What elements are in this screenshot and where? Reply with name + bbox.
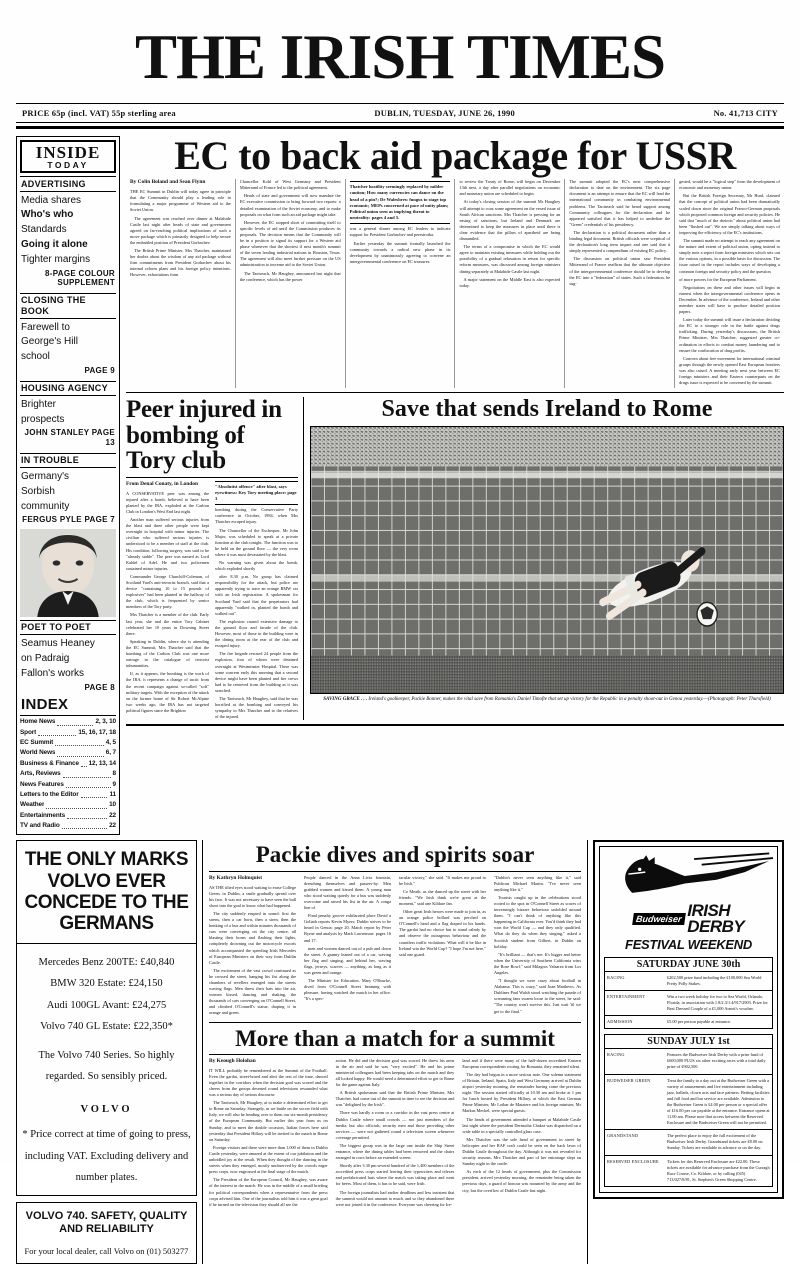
volvo-dealer-line: For your local dealer, call Volvo on (01) 503277 — [24, 1246, 189, 1257]
derby-title-line1: IRISH — [687, 901, 731, 921]
index-row-name: Home News — [20, 718, 56, 726]
index-row-pages: 6, 7 — [105, 749, 116, 757]
volvo-price-row: Audi 100GL Avant: £24,275 — [46, 999, 167, 1011]
volvo-price-row: BMW 320 Estate: £24,150 — [50, 978, 163, 990]
sidebar-item-2[interactable]: prospects — [21, 413, 65, 425]
lead-paragraph: Heads of state and government will now mandate the EC executive commission to bring forward two reports: a detailed examination of the Soviet economy, and to make proposals on what form such an aid package might take. — [239, 193, 341, 217]
volvo-price-list — [16, 944, 197, 1196]
index-row-pages: 12, 13, 14 — [88, 759, 116, 767]
volvo-price-row: Volvo 740 GL Estate: £22,350* — [40, 1021, 173, 1033]
sidebar-item-3[interactable]: Germany's — [21, 471, 70, 482]
derby-ad-inner — [599, 846, 778, 1193]
sidebar-item-2[interactable]: Brighter — [21, 398, 57, 410]
index-row-name: EC Summit — [20, 739, 54, 747]
inside-label: INSIDE — [35, 143, 101, 162]
sidebar-item-1[interactable]: Farewell to — [21, 321, 70, 333]
derby-detail-text: Features the Budweiser Irish Derby with a prize fund of £600,000 PLUS six other exciting races with a total daily prize of £902,500. — [667, 1052, 766, 1070]
index-row-dots — [57, 717, 93, 725]
volvo-logo: VOLVO — [80, 1103, 133, 1115]
index-row-pages: 8 — [112, 770, 116, 778]
sidebar-section-credit: PAGE 8 — [84, 682, 115, 692]
index-row-name: World News — [20, 749, 56, 757]
derby-detail-label: ADMISSION — [607, 1019, 633, 1025]
derby-festival-label: FESTIVAL WEEKEND — [625, 936, 752, 952]
sidebar-item-3[interactable]: community — [21, 500, 70, 512]
index-row-pages: 2, 3, 10 — [95, 718, 116, 726]
budweiser-brand: Budweiser — [632, 913, 685, 925]
summit-paragraph: IT WILL probably be remembered as the Summit of the Football. Even the gardai, street-bored and alert the rest of the time, danced together in the corridors when the decision goal was scored and the cheers from the groups deserted round televisions resounded what was a serious day of serious discourse. — [209, 1067, 328, 1098]
index-title: INDEX — [21, 696, 69, 714]
summit-paragraph: There was hardly a room or a corridor in the vast press centre at Dublin Castle where small crowds — not just members of the media, but also officials, security men and those providing other services — were not gathered round a television screen whenever coverage permitted. — [335, 1110, 455, 1140]
masthead — [0, 0, 800, 92]
tory-paragraph: Commander George Churchill-Coleman, of Scotland Yard's anti-terrorist branch, said that a device "containing 10 to 15 pounds of explosives" had been planted in the hallway of the club, which is frequented by senior members of the Tory party. — [126, 573, 209, 610]
index-row-dots — [66, 780, 111, 788]
packie-paragraph: AS THE tilted eyes stood waiting to erase College Green, in Dublin, a smile gradually spread over his face. It was not necessary to have seen the ball shoot into the goal to know what had happened. — [209, 884, 296, 908]
sidebar-section-credit: FERGUS PYLE PAGE 7 — [22, 515, 115, 525]
derby-day-block — [604, 957, 773, 1030]
volvo-headline: THE ONLY MARKS VOLVO EVER CONCEDE TO THE GERMANS — [24, 849, 189, 935]
summit-paragraph: The day had begun in a more serious note. One solemn statement of Britain, Ireland, Spain, Italy and West Germany arrived at Dublin airport yesterday morning, the remainder having come the previous night. The session started officially at 10.30 am and broke at 1 pm for lunch hosted by President Hillary, at which the East German Prime Minister, Mr Lothar de Maiziere and his foreign minister, Mr Markus Meckel, were special guests. — [462, 1071, 582, 1114]
index-row-pages: 22 — [109, 811, 116, 819]
sidebar-item-4[interactable]: Seamus Heaney — [21, 638, 95, 650]
derby-ad-frame — [593, 840, 784, 1199]
index-row-dots — [63, 769, 111, 777]
summit-paragraph: The heads of government attended a banquet at Malahide Castle last night where the president Dermotha Chakra was dispatched on a wide table in a specially controlled glass case. — [462, 1116, 582, 1134]
lead-col-3 — [346, 179, 456, 388]
sidebar-section-heading: IN TROUBLE — [20, 453, 116, 468]
index-row-name: Business & Finance — [20, 759, 79, 767]
lead-paragraph: But the British Foreign Secretary, Mr Hurd, claimed that the concept of political union had been dramatically scaled down since the original Franco-German proposals which proposed common foreign and security policies. He said that "much of the rhetoric" about political union had been "flushed out". We are simply talking about ways of improving the efficiency of the EC's institutions. — [679, 193, 780, 235]
lead-paragraph: Concern about free movement for international criminal groups through the newly opened East European frontiers was also raised. A meeting early next year between EC foreign ministers and their Eastern counterparts on the drugs issue is expected to be convened by the summit. — [679, 355, 780, 386]
today-label: TODAY — [47, 160, 89, 170]
sidebar-item-4[interactable]: Fallon's works — [21, 667, 85, 679]
tory-paragraph: No warning was given about the bomb, which exploded shortly — [215, 560, 298, 572]
inside-today-sidebar — [16, 136, 120, 835]
index-row[interactable] — [20, 811, 116, 821]
derby-detail-text: The perfect place to enjoy the full excitement of the Budweiser Irish Derby. Grandstand tickets are £8.00 on Sunday. Tickets are available in advance or on the day. — [667, 1133, 763, 1151]
index-row[interactable] — [20, 790, 116, 800]
index-row-pages: 10 — [109, 801, 116, 809]
tory-paragraph: after 8.30 p.m. No group has claimed responsibility for the attack, but police are apparently trying to trace an orange BMW car with an Irish registration. A spokesman for Scotland Yard said that the perpetrators had apparently "walked in, planted the bomb and walked out". — [215, 574, 298, 616]
derby-detail-row — [605, 991, 772, 1016]
derby-detail-row — [605, 1075, 772, 1131]
index-row-pages: 9 — [112, 780, 116, 788]
summit-paragraph: Shortly after 3.30 pm several hundred of the 1,400 members of the accredited press corps started leaving their typewriters and telexes and prefabricated huts where the match was taking place and went for beers. Most of them, it has to be said, were Irish. — [335, 1163, 455, 1187]
packie-paragraph: The excitement of the vast crowd continued as he crossed the street, banging his fist along the chambers of revellers emerged onto the streets waving flags. Men threw their hats into the air, women kissed, dancing and shaking, the thousands of cars converging on O'Connell Street, and climbed O'Connell's statue, draping it in orange and green. — [209, 967, 296, 1016]
index-row[interactable] — [20, 717, 116, 727]
volvo-price-row: Mercedes Benz 200TE: £40,840 — [38, 956, 175, 968]
index-row-name: Arts, Reviews — [20, 770, 61, 778]
derby-detail-label: BUDWEISER GREEN — [607, 1077, 651, 1083]
index-row[interactable] — [20, 748, 116, 758]
lead-col-2 — [236, 179, 346, 388]
index-row-name: News Features — [20, 780, 64, 788]
inside-today-logo — [20, 140, 116, 173]
packie-paragraph: "I thought we were crazy about football in Alabama. This is crazy," said Joan Matthews. As Dubliner Paul Walsh stood watching the parade of screaming fans swarm loose to the street, he said: "The country won't survive this. Just wait 'til we get to the final." — [494, 978, 581, 1014]
index-row-pages: 11 — [109, 790, 116, 798]
lead-paragraph: The discussion on political union saw President Mitterrand of France reaffirm that the ultimate objective of the intergovernmental conference should be to develop the EC into a "federation" of states. Such a federation, he sug- — [569, 256, 671, 286]
lead-box-quote: Thatcher hostility seemingly replaced by milder caution; How many currencies can dance on the head of a pin?; De Walesbrew fungus to stage top economic; MEPs concerned at pace of unity plans; Political union seen as implying threat to neutrality: pages 4 and 5. — [350, 181, 451, 224]
summit-paragraph: The biggest group was in the large one inside the Ship Street entrance, where the dining tables had been removed and the chairs arranged in rows before an extended screen. — [335, 1142, 455, 1161]
summit-paragraph: As each of the 12 heads of government, plus the Commission president, arrived yesterday morning, the remainder being taken the previous days, a guard of honour was mounted by the army and the city, but the overflow of Dublin Castle last night. — [462, 1169, 582, 1193]
main-content — [120, 133, 784, 835]
tory-box-quote: "Absolutist offence" after blast, says eyewitness: Key Tory meeting place: page 3 — [215, 481, 298, 506]
sidebar-item-0[interactable]: Tighter margins — [21, 253, 91, 265]
derby-logo — [604, 901, 773, 937]
volvo-safety-title: VOLVO 740. SAFETY, QUALITY AND RELIABILITY — [25, 1209, 188, 1236]
index-list — [20, 715, 116, 831]
summit-paragraph: The Taoiseach, Mr Haughey, at to make a determined effort to get to Rome on Saturday. Strangely, as we battle on the soccer field with Italy, we will also be heading over to them our six-month presidency of the European Community. But earlier this year from us on Sunday, and to meet the double occasion, Italian forces here said yesterday that President Hillary will be invited to the match in Rome on Saturday. — [209, 1100, 328, 1142]
caption-body: Ireland's goalkeeper, Packie Bonner, makes the vital save from Romania's Daniel Timofte that set up victory for the Republic in a penalty shoot-out in Genoa yesterday.—(Photograph: Peter Thursfield) — [367, 697, 771, 703]
packie-byline: By Kathryn Holmquist — [209, 874, 263, 881]
tory-paragraph: Mrs Thatcher is a member of the club. Early last year, she and the entire Tory Cabinet celebrated her 10 years in Downing Street there. — [126, 612, 209, 636]
summit-paragraph: The President of the European Council, Mr Haughey, was aware of the interest in the match. He was in the middle of a small briefing for political correspondents when a representative from the press corps advised him. One of the journalists told him it was a great goal if he turned on the television they should all see the — [209, 1177, 328, 1207]
index-row-dots — [38, 728, 76, 736]
dateline: DUBLIN, TUESDAY, JUNE 26, 1990 — [374, 108, 515, 118]
derby-detail-text: Tickets for this Reserved Enclosure are £22.00. These tickets are available for advance purchase from the Curragh Race Course, Co. Kildare, or by calling (045) 713/027/8/81, St. Stephen's Green Shopping Centre. — [667, 1158, 770, 1182]
sidebar-item-0[interactable]: Standards — [21, 224, 67, 236]
photo-story — [304, 397, 784, 720]
index-row-name: TV and Radio — [20, 822, 60, 830]
tory-paragraph: If, as it appears, the bombing is the work of the IRA, it represents a change of tactic from the recent campaign against so-called "soft" military targets. With the exception of the attack on the former home of Sir Robert McAlpine two weeks ago, the IRA has not targeted political figures since the Brighton — [126, 671, 209, 713]
sidebar-item-1[interactable]: school — [21, 351, 50, 363]
derby-detail-row — [605, 1049, 772, 1074]
packie-paragraph: Other great Irish heroes were made to join in, as an orange police bollard was perched on O'Connell's head and a flag draped in his hands. The gardai had no choice but to stand calmly by and observe the outrageous behaviour and the countless traffic violations. What will it be like in Ireland win the World Cup? "I hope I'm not here," said one guard. — [399, 909, 486, 957]
index-row[interactable] — [20, 800, 116, 810]
index-row-pages: 4, 5 — [105, 739, 116, 747]
sidebar-item-3[interactable]: Sorbish — [21, 485, 55, 497]
index-row[interactable] — [20, 728, 116, 738]
derby-detail-text: £5.00 per person payable at entrance. — [667, 1019, 732, 1025]
summit-paragraph: Mrs Thatcher was the sole head of government in street by helicopter and her RAF craft could be seen on the back lawn of Dublin Castle throughout the day. Although it was not revealed for security reasons, Mrs Thatcher and part of her entourage slept on Sunday night in the castle. — [462, 1136, 582, 1167]
price-label: PRICE 65p (incl. VAT) 55p sterling area — [22, 108, 176, 118]
lead-paragraph: Later today the summit will issue a declaration dividing the EC to a stronger role in the battle against drugs trafficking. During yesterday's discussions, the British Prime Minister, Mrs Thatcher, suggested greater co-ordination in efforts to combat money laundering and to ensure the confiscation of drug profits. — [679, 317, 780, 353]
lead-paragraph: Negotiations on these and other issues will begin in earnest when the intergovernmental conference opens in December. In advance of the conference, Ireland and other member states will have to produce detailed position papers. — [679, 284, 780, 315]
index-row-pages: 15, 16, 17, 18 — [78, 728, 116, 736]
bottom-stories — [202, 840, 588, 1264]
lead-paragraph: The agreement was reached over dinner at Malahide Castle last night after heads of state and government agreed on far-reaching political implications of such a move package which is primarily designed to help secure the embattled position of President Gorbachev. — [130, 215, 231, 245]
derby-detail-text: Win a two week holiday for two to Sea World, Orlando, Florida, in association with 1.8/2.3/1.4/917/2903. Prize for Best Dressed Couple of a £1,000 Arnott's voucher. — [667, 993, 768, 1012]
packie-paragraph: "It's brilliant — that's me. It's bigger and better when the University of Southern California wins the Rose Bowl," said Milagros Valsarea from Los Angeles. — [494, 951, 581, 975]
derby-title — [687, 901, 745, 937]
derby-day-heading: SATURDAY JUNE 30th — [605, 958, 772, 972]
issue-number: No. 41,713 CITY — [713, 108, 778, 118]
packie-paragraph: The Minister for Education, Mary O'Rourke, dived from O'Connell Street beaming with pleasure, having watched the match in her office. "It's a spec- — [304, 978, 391, 1002]
derby-detail-row — [605, 1156, 772, 1186]
derby-day-block — [604, 1034, 773, 1187]
sidebar-section-heading: CLOSING THE BOOK — [20, 293, 116, 319]
tory-story — [126, 397, 304, 720]
horse-head-icon — [604, 852, 773, 898]
sidebar-item-0[interactable]: Media shares — [21, 194, 82, 206]
index-row[interactable] — [20, 759, 116, 769]
derby-advertisement[interactable] — [588, 840, 784, 1264]
mid-row — [126, 397, 784, 726]
tory-paragraph: Speaking in Dublin, where she is attending the EC Summit, Mrs Thatcher said that the bombing of the Carlton Club was one more outrage in the catalogue of terrorist inhumanities. — [126, 638, 209, 669]
sidebar-section-heading: POET TO POET — [20, 620, 116, 635]
lead-paragraph: to review the Treaty of Rome, will begin on December 13th next, a day after parallel negotiations on economic and monetary union are scheduled to begin. — [459, 179, 561, 197]
lead-story — [126, 179, 784, 393]
lead-paragraph: Chancellor Kohl of West Germany and President Mitterrand of France led to the political agreement. — [239, 179, 341, 191]
lead-paragraph: The Taoiseach, Mr Haughey, announced last night that the conference, which has the power — [239, 270, 341, 282]
index-row-name: Weather — [20, 801, 45, 809]
lead-col-4 — [455, 179, 565, 388]
volvo-subtext: The Volvo 740 Series. So highly regarded. So sensibly priced. — [38, 1049, 175, 1083]
index-row-dots — [81, 759, 87, 767]
derby-detail-row — [605, 972, 772, 991]
index-row-name: Letters to the Editor — [20, 790, 79, 798]
summit-paragraph: Foreign visitors and there were more than 1,000 of them in Dublin Castle yesterday, were amazed at the extent of our jubilation and the unbridled joy at the result. When they thought of the dancing in the streets when they emerged, mostly unobserved by the crowds eager press corps, now engrossed at the final stage of the match. — [209, 1144, 328, 1175]
sidebar-portrait-photo — [20, 529, 116, 617]
sidebar-item-0[interactable]: Going it alone — [21, 239, 88, 251]
packie-paragraph: The city suddenly erupted in sound: first the sirens, then a car horn, then a siren, then the honking of a bus and within minutes thousands of cars were converging on the city centre, all blasting their horns and flashing their lights, completely drowning out the motorcycle escorts which accompanied the speeding Irish Mercedes of European Ministers on their way from Dublin Castle. — [209, 910, 296, 965]
index-row-dots — [46, 800, 107, 808]
bottom-row — [16, 840, 784, 1264]
tory-paragraph: bombing during the Conservative Party conference in October, 1984, when Mrs Thatcher escaped injury. — [215, 507, 298, 525]
lead-col-5 — [565, 179, 675, 388]
volvo-fine-print: * Price correct at time of going to press, including VAT. Excluding delivery and number plates. — [22, 1129, 191, 1184]
packie-paragraph: tacular victory," she said. "It makes me proud to be Irish." — [399, 874, 486, 886]
lead-headline: EC to back aid package for USSR — [174, 133, 736, 178]
sidebar-section-credit: 8-PAGE COLOUR SUPPLEMENT — [45, 268, 115, 288]
match-photograph — [310, 426, 784, 694]
packie-headline: Packie dives and spirits soar — [255, 842, 535, 868]
derby-detail-label: RACING — [607, 974, 625, 980]
summit-paragraph: land and if there were many of the half-dozen accredited Eastern European correspondents rooting for Romania, they remained silent. — [462, 1057, 582, 1069]
derby-detail-label: GRANDSTAND — [607, 1133, 639, 1139]
sidebar-section-credit: PAGE 9 — [84, 365, 115, 375]
volvo-advertisement[interactable] — [16, 840, 202, 1264]
tory-paragraph: The Chancellor of the Exchequer, Mr John Major, was scheduled to speak at a private function at the club tonight. The function was to be held on the ground floor — the very room where it was most devastated by the blast. — [215, 527, 298, 557]
derby-detail-text: £202,500 prize fund including the £100,000 Sea World Pretty Polly Stakes. — [667, 974, 762, 986]
lead-paragraph: However, the EC stopped short of committing itself to specific levels of aid until the Commission produces its proposals. The decision means that the Community will be in a position to signal its support for a Western aid phase whenever that the shortest if next month's summit of the seven leading industrial nations in Houston, Texas. The agreement will also meet further pressure on the US administration to increase aid to the Soviet Union. — [239, 219, 341, 268]
lead-paragraph: The summit made no attempt to reach any agreement on the nature and extent of political union, opting instead to simply note a report from foreign ministers which sets out the various options, in a possible basis for discussion. The issue raised in the report includes ways of developing a common foreign and security policy and the question — [679, 238, 780, 274]
sidebar-item-4[interactable]: on Padraig — [21, 653, 70, 665]
summit-paragraph: The foreign journalists had earlier deadlines and less insistent that the summit would not amount to much, and so they abandoned there were not joined it in the conference. Everyone was cheering for Ire- — [335, 1189, 455, 1207]
lead-paragraph: THE EC Summit in Dublin will today agree in principle that the Community should play a leading role in formulating a major programme of Western aid to the Soviet Union. — [130, 189, 231, 213]
masthead-rule — [16, 126, 784, 129]
derby-detail-row — [605, 1016, 772, 1028]
derby-detail-label: ENTERTAINMENT — [607, 993, 646, 999]
index-row[interactable] — [20, 738, 116, 748]
caption-lead: SAVING GRACE . . . — [323, 697, 368, 703]
lead-paragraph: of more powers for the European Parliament. — [679, 276, 757, 282]
lead-paragraph: The British Prime Minister, Mrs Thatcher, maintained her doubts about the wisdom of any aid package without firm commitments from President Gorbachev about his internal reform plans and his foreign policy intentions. However, exhortations from — [130, 248, 231, 278]
index-row[interactable] — [20, 821, 116, 831]
sidebar-item-0[interactable]: Who's who — [21, 209, 74, 221]
tory-paragraph: The explosion caused extensive damage to the ground floor and facade of the club. However, most of those in the building were in the dining room at the rear of the club and escaped injury. — [215, 618, 298, 649]
derby-day-heading: SUNDAY JULY 1st — [605, 1035, 772, 1049]
index-row[interactable] — [20, 769, 116, 779]
packie-paragraph: People danced in the Anna Livia fountain, drenching themselves and passers-by. Men grabbed women and kissed them. A young man who stood waiting quietly for a bus was suddenly overcome and raised his fist in the air. A conga line of — [304, 874, 391, 911]
volvo-safety-box — [16, 1202, 197, 1264]
tory-headline: Peer injured in bombing of Tory club — [126, 396, 282, 475]
packie-paragraph: Tourists caught up in the celebrations stood rooted to the spot in O'Connell Street as scores of increasingly bizarre behaviour unfolded around them. "I can't think of anything like this happening in California ever. You'd think they had won the World Cup — and they only qualified. What do they do when they singing," asked a Scottish student from Gilbert, in Dublin on holiday. — [494, 894, 581, 949]
price-bar — [16, 103, 784, 123]
index-row-dots — [62, 821, 107, 829]
sidebar-section-credit: JOHN STANLEY PAGE 13 — [24, 428, 115, 448]
volvo-headline-box — [16, 840, 197, 943]
derby-detail-label: RESERVED ENCLOSURE — [607, 1158, 659, 1164]
index-row-pages: 22 — [109, 822, 116, 830]
index-row-dots — [81, 790, 108, 798]
packie-paragraph: Final penalty groove exhilarated place David a Goliath reports Kevin Myers; Dublin strives to be heard in Genoa: page 20. Match report by Peter Byrne and analysis by Mark Lawrenson: pages 16 and 17. — [304, 913, 391, 943]
lead-paragraph: gested, would be a "logical step" from the development of economic and monetary union. — [679, 179, 780, 191]
packie-paragraph: Co Meath, as she danced up the street with her friends. "We Irish think we're great at the moment," said one Kildare fan. — [399, 888, 486, 906]
index-row-dots — [67, 811, 107, 819]
tory-paragraph: Another man suffered serious injuries from the blast and three other people were kept overnight in hospital with minor injuries. The civilian who suffered serious injuries is understood to be a member of staff at the club. His condition, following surgery, was said to be "already stable". The peer was named as Lord Kaldel of Adel. He and two policemen sustained minor injuries. — [126, 517, 209, 571]
page-title: THE IRISH TIMES — [134, 22, 666, 92]
derby-title-line2: DERBY — [687, 917, 745, 937]
index-row-dots — [55, 738, 104, 746]
top-body — [16, 133, 784, 835]
tory-paragraph: The fire brigade rescued 24 people from the explosion, four of whom were detained overnight at Westminster Hospital. There was some concern early this morning that a second device might have been planted and fire crews had to be removed from the building as it was searched. — [215, 651, 298, 693]
summit-paragraph: A British spokesman said that the British Prime Minister, Mrs Thatcher, had come out of the summit in time to see the decision and was "delighted by the Irish". — [335, 1090, 455, 1108]
sidebar-section-heading: ADVERTISING — [20, 176, 116, 191]
lead-paragraph: The summit adopted the EC's next comprehensive declaration to date on the environment. The six page document is an attempt to ensure that the EC will lead the international community in combating environmental problems. The Taoiseach said he heard support among Community colleagues for the declaration and he appeared satisfied that it has helped to underline the "Green" credentials of his presidency. — [569, 179, 671, 227]
packie-paragraph: men and women danced out of a pub and down the street. A granny leaned out of a car, waving her flag and singing, and behind her, waving flags, jerseys, scarves — anything, as long as it was green and orange. — [304, 945, 391, 975]
summit-paragraph: action. He did and the decision goal was scored. He threw his arms in the air and said he was "very excited". He and his prime ministerial colleagues had been keeping tabs on the match and they all looked happy. He would need a determined effort to get to Rome for the game against Italy. — [335, 1057, 455, 1088]
sidebar-section-heading: HOUSING AGENCY — [20, 381, 116, 396]
summit-byline: By Keough Holohan — [209, 1057, 256, 1064]
packie-paragraph: "Dublin's never seen anything like it," said Publican Michael Martin. "I've never seen anything like it." — [494, 874, 581, 892]
lead-byline: By Colin Boland and Sean Flynn — [130, 179, 206, 186]
lead-paragraph: At today's closing session of the summit Mr Haughey will attempt to coax some agreement on the vexed issue of South African sanctions. Mrs Thatcher is pressing for an easing of sanctions, but Ireland and Denmark are determined to keep the measures in place until there is clear evidence that the pillars of apartheid are being dismantled. — [459, 199, 561, 242]
lead-paragraph: was a general dinner among EC leaders to indicate support for President Gorbachev and perestroika. — [349, 226, 451, 238]
photo-headline: Save that sends Ireland to Rome — [381, 396, 713, 423]
lead-col-1 — [126, 179, 236, 388]
index-row[interactable] — [20, 780, 116, 790]
index-row-dots — [57, 748, 103, 756]
tory-paragraph: A CONSERVATIVE peer was among the injured after a bomb, believed to have been planted by the IRA, exploded at the Carlton Club in London's West End last night. — [126, 490, 209, 514]
lead-paragraph: A major statement on the Middle East is also expected today. — [459, 276, 561, 288]
sidebar-item-1[interactable]: George's Hill — [21, 336, 78, 348]
derby-detail-text: Treat the family to a day out at the Budweiser Green with a variety of amusements and live entertainment including jazz, ballads, clown acts and face painters. Betting facilities and full food and bar service are available. Admission to the Budweiser Green is £4.00 per person or a special offer of £16.00 per car payable at the entrance. Entrance opens at 11.00 am. Please note that access between the Reserved Enclosure and the Budweiser Green will not be permitted. — [667, 1077, 770, 1126]
tory-byline: From Denal Conaty, in London — [126, 480, 198, 487]
derby-detail-row — [605, 1130, 772, 1155]
lead-paragraph: The terms of a compromise in which the EC would agree to maintain existing measures while holding out the possibility of a gradual relaxation in return for specific reform measures, was discussed among foreign ministers dining separately at Malahide Castle last night. — [459, 244, 561, 274]
lead-col-6 — [675, 179, 784, 388]
lead-paragraph: Earlier yesterday the summit formally launched the community towards a radical new phase in its development by unanimously agreeing to convene an intergovernmental conference on EC treasures. — [349, 240, 451, 264]
summit-headline: More than a match for a summit — [209, 1022, 581, 1051]
tory-paragraph: The Taoiseach, Mr Haughey, said that he was horrified at the bombing and conveyed his sympathy to Mrs Thatcher and to the relatives of the injured. — [215, 695, 298, 720]
derby-detail-label: RACING — [607, 1052, 625, 1058]
index-row-name: Entertainments — [20, 811, 66, 819]
photo-caption — [310, 697, 784, 704]
index-row-name: Sport — [20, 728, 37, 736]
lead-paragraph: The declaration is a political document rather than a binding legal document. British officials were sceptical of the declaration's long term impact and one said that it simply represented a compendium of existing EC policy. — [569, 229, 671, 254]
